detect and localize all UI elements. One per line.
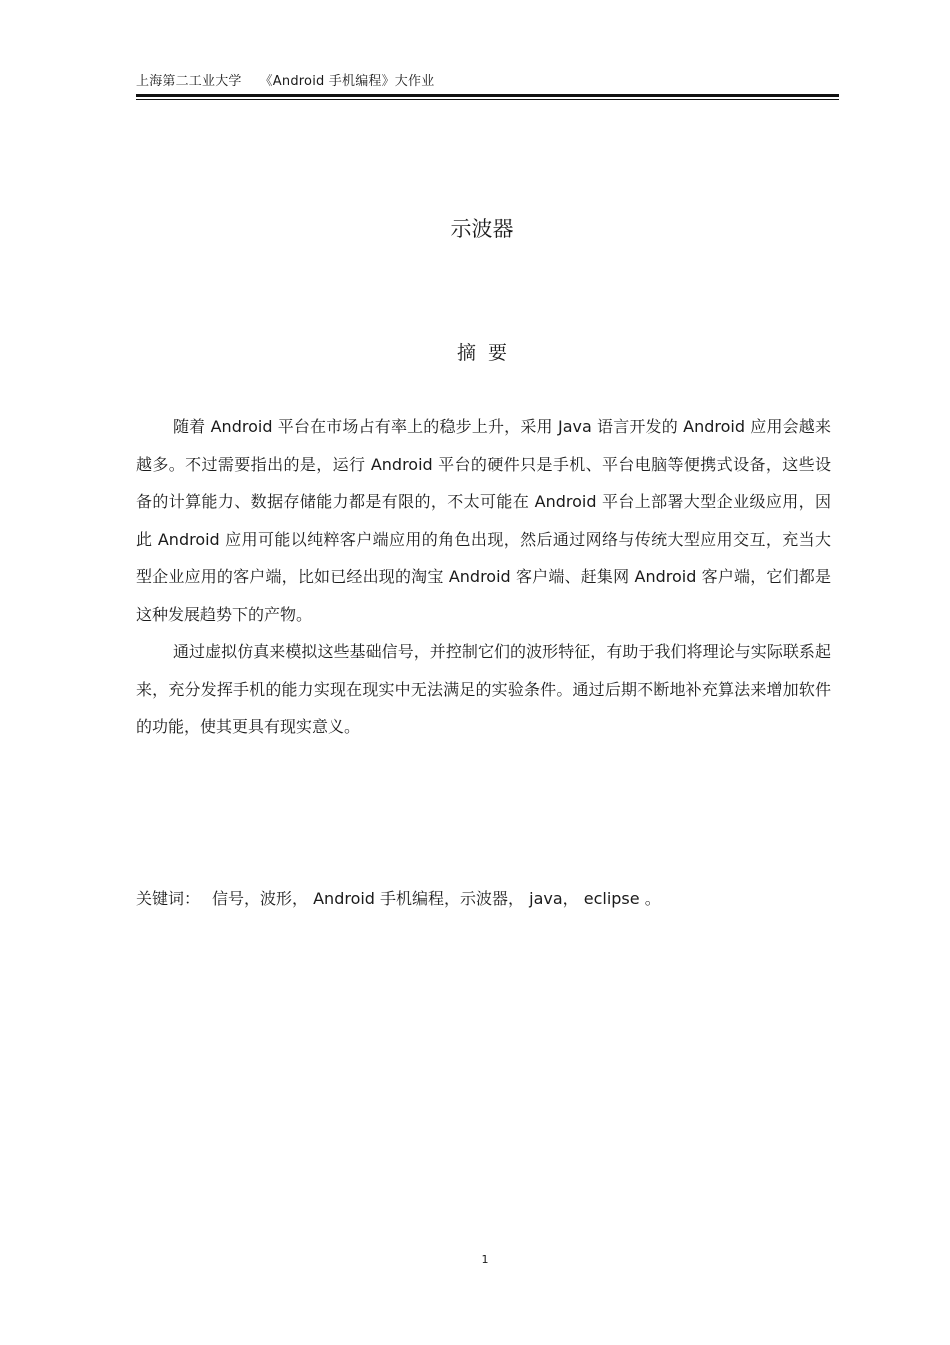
keywords-line [136,886,661,909]
abstract-body [136,408,831,746]
running-header [136,70,434,89]
header-rule-thick [136,94,839,97]
header-rule-thin [136,99,839,100]
page-number: 1 [481,1253,489,1266]
document-title: 示波器 [450,217,514,241]
header-university: 上海第二工业大学 [136,74,242,89]
keywords-label: 关键词： [136,889,201,908]
abstract-heading: 摘要 [456,342,519,364]
abstract-paragraph-2: 通过虚拟仿真来模拟这些基础信号，并控制它们的波形特征，有助于我们将理论与实际联系起来，充分发挥手机的能力实现在现实中无法满足的实验条件。通过后期不断地补充算法来增加软件的功能，使其更具有现实意义。 [136,642,831,736]
keywords-text: 信号，波形， Android 手机编程，示波器， java， eclipse 。 [212,889,661,908]
header-course: 《Android 手机编程》大作业 [259,74,435,89]
abstract-paragraph-1: 随着 Android 平台在市场占有率上的稳步上升，采用 Java 语言开发的 Android 应用会越来越多。不过需要指出的是，运行 Android 平台的硬件只是手机、平台电脑等便携式设备，这些设备的计算能力、数据存储能力都是有限的，不太可能在 Android 平台上部署大型企业级应用，因此 Android 应用可能以纯粹客户端应用的角色出现，然后通过网络与传统大型应用交互，充当大型企业应用的客户端，比如已经出现的淘宝 Android 客户端、赶集网 Android 客户端，它们都是这种发展趋势下的产物。 [136,417,831,624]
